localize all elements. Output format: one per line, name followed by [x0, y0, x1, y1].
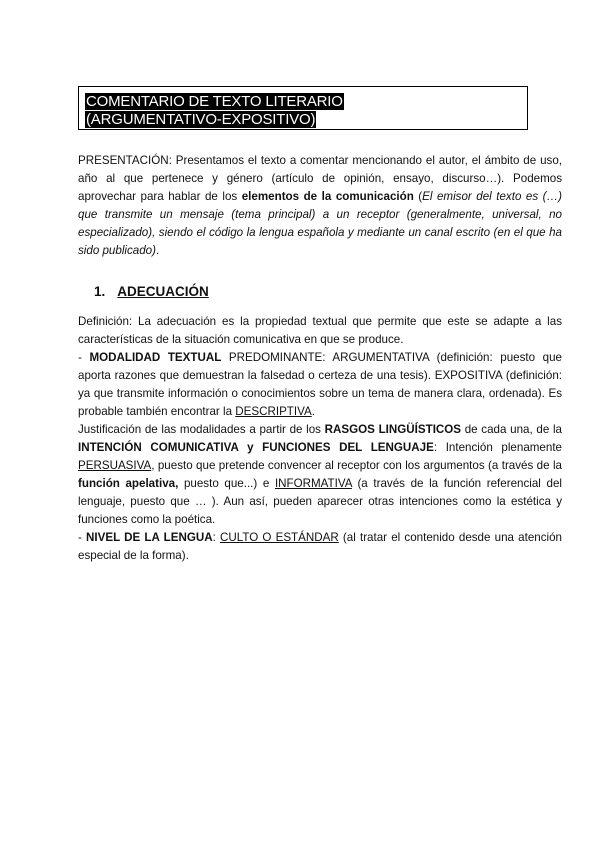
justificacion-paragraph: [78, 421, 562, 529]
just-text-5: puesto que...) e: [178, 477, 275, 490]
just-underline-2: INFORMATIVA: [274, 477, 352, 490]
nivel-text: :: [212, 531, 220, 544]
just-text-1: Justificación de las modalidades a partir de los: [78, 423, 325, 436]
nivel-underline: CULTO O ESTÁNDAR: [220, 531, 339, 544]
just-text-6: (a través de la función referencial del lenguaje, puesto que … ). Aun así, pueden aparecer otras intenciones como la estética y funciones como la poética.: [78, 477, 562, 526]
just-text-2: de cada una, de la: [461, 423, 562, 436]
title-box: [78, 86, 528, 130]
section-heading: [94, 284, 209, 299]
modalidad-dash: -: [78, 351, 90, 364]
just-bold-2: INTENCIÓN COMUNICATIVA y FUNCIONES DEL LENGUAJE: [78, 441, 434, 454]
intro-bold: elementos de la comunicación: [241, 190, 414, 203]
just-underline-1: PERSUASIVA: [78, 459, 152, 472]
intro-text-3: .: [156, 244, 160, 257]
intro-text-2: (: [413, 190, 423, 203]
intro-italic: El emisor del texto es (…) que transmite un mensaje (tema principal) a un receptor (generalmente, universal, no especializado), siendo el código la lengua española y mediante un canal escrito (en el que ha sido publicado): [78, 190, 562, 257]
just-text-4: , puesto que pretende convencer al receptor con los argumentos (a través de la: [151, 459, 562, 472]
just-bold-3: función apelativa,: [78, 477, 179, 490]
section-body: [78, 313, 562, 565]
modalidad-text: PREDOMINANTE: ARGUMENTATIVA (definición: puesto que aporta razones que demuestran la falsedad o certeza de una tesis). EXPOSITIVA (definición: ya que transmite información o conocimientos sobre un tema de manera clara, ordenada). Es probable también encontrar la: [78, 351, 562, 418]
modalidad-bold: MODALIDAD TEXTUAL: [89, 351, 222, 364]
nivel-end: (al tratar el contenido desde una atención especial de la forma).: [78, 531, 562, 562]
intro-text: PRESENTACIÓN: Presentamos el texto a comentar mencionando el autor, el ámbito de uso, año al que pertenece y género (artículo de opinión, ensayo, discurso…). Podemos aprovechar para hablar de los: [78, 154, 562, 203]
definition-paragraph: Definición: La adecuación es la propiedad textual que permite que este se adapte a las características de la situación comunicativa en que se produce.: [78, 315, 562, 346]
modalidad-paragraph: [78, 349, 562, 421]
just-bold-1: RASGOS LINGÜÍSTICOS: [324, 423, 462, 436]
nivel-bold: NIVEL DE LA LENGUA: [86, 531, 213, 544]
intro-paragraph: [78, 152, 562, 260]
modalidad-underline: DESCRIPTIVA: [235, 405, 312, 418]
nivel-dash: -: [78, 531, 87, 544]
title-line-1: COMENTARIO DE TEXTO LITERARIO: [86, 93, 343, 110]
section-title: ADECUACIÓN: [117, 284, 209, 299]
nivel-paragraph: [78, 529, 562, 565]
just-text-3: : Intención plenamente: [433, 441, 562, 454]
modalidad-end: .: [311, 405, 315, 418]
section-number: 1.: [94, 284, 106, 299]
title-line-2: (ARGUMENTATIVO-EXPOSITIVO): [86, 111, 316, 128]
